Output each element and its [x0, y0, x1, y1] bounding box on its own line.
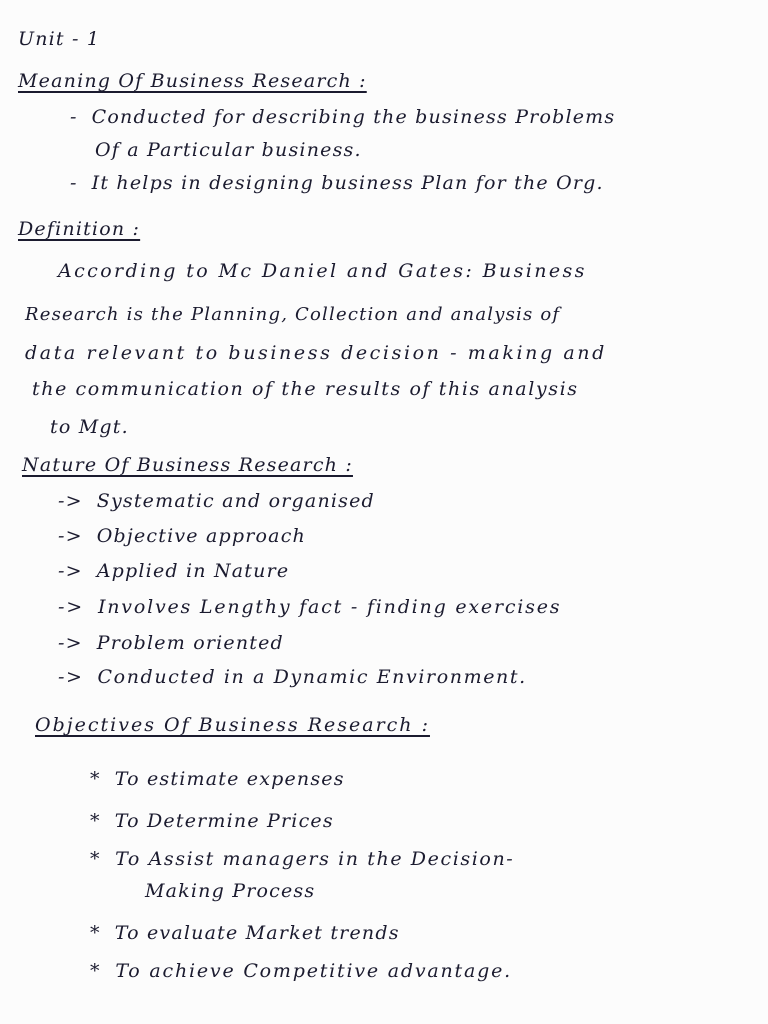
nature-item-text: Applied in Nature	[96, 560, 290, 582]
nature-item	[58, 562, 289, 581]
objective-item	[90, 770, 345, 789]
objective-item	[90, 924, 400, 943]
objective-item-text: To evaluate Market trends	[114, 922, 400, 944]
nature-item	[58, 527, 306, 546]
definition-line: the communication of the results of this analysis	[32, 378, 579, 400]
nature-item	[58, 634, 284, 653]
arrow-bullet-icon: ->	[58, 490, 83, 512]
meaning-item	[70, 108, 615, 127]
asterisk-bullet-icon: *	[90, 768, 101, 790]
nature-item	[58, 668, 527, 687]
asterisk-bullet-icon: *	[90, 960, 102, 982]
objective-item	[90, 850, 514, 869]
asterisk-bullet-icon: *	[90, 922, 101, 944]
meaning-line: Of a Particular business.	[95, 139, 362, 161]
nature-heading: Nature Of Business Research :	[22, 454, 353, 476]
arrow-bullet-icon: ->	[58, 596, 84, 618]
objective-item-text: To Determine Prices	[114, 810, 334, 832]
definition-line: data relevant to business decision - making and	[25, 342, 607, 364]
bullet-dash: -	[70, 106, 78, 128]
meaning-heading: Meaning Of Business Research :	[18, 70, 367, 92]
nature-item-text: Objective approach	[96, 525, 306, 547]
asterisk-bullet-icon: *	[90, 810, 101, 832]
arrow-bullet-icon: ->	[58, 666, 84, 688]
objective-item	[90, 812, 334, 831]
nature-item-text: Involves Lengthy fact - finding exercises	[97, 596, 562, 618]
nature-item	[58, 598, 561, 617]
meaning-line: It helps in designing business Plan for the Org.	[91, 172, 604, 194]
arrow-bullet-icon: ->	[58, 560, 83, 582]
nature-item-text: Conducted in a Dynamic Environment.	[97, 666, 527, 688]
arrow-bullet-icon: ->	[58, 525, 83, 547]
arrow-bullet-icon: ->	[58, 632, 83, 654]
definition-line: to Mgt.	[50, 416, 129, 438]
objective-item	[90, 962, 512, 981]
meaning-item	[70, 174, 604, 193]
bullet-dash: -	[70, 172, 78, 194]
objective-item-continuation: Making Process	[145, 880, 316, 902]
asterisk-bullet-icon: *	[90, 848, 102, 870]
objective-item-text: To achieve Competitive advantage.	[115, 960, 512, 982]
unit-title: Unit - 1	[18, 28, 101, 50]
nature-item-text: Problem oriented	[96, 632, 284, 654]
definition-heading: Definition :	[18, 218, 141, 240]
objective-item-text: To Assist managers in the Decision-	[115, 848, 515, 870]
objective-item-text: To estimate expenses	[114, 768, 345, 790]
definition-line: Research is the Planning, Collection and analysis of	[25, 304, 561, 325]
meaning-line: Conducted for describing the business Problems	[91, 106, 616, 128]
nature-item	[58, 492, 375, 511]
nature-item-text: Systematic and organised	[96, 490, 375, 512]
objectives-heading: Objectives Of Business Research :	[35, 714, 430, 736]
definition-line: According to Mc Daniel and Gates: Business	[58, 260, 587, 282]
